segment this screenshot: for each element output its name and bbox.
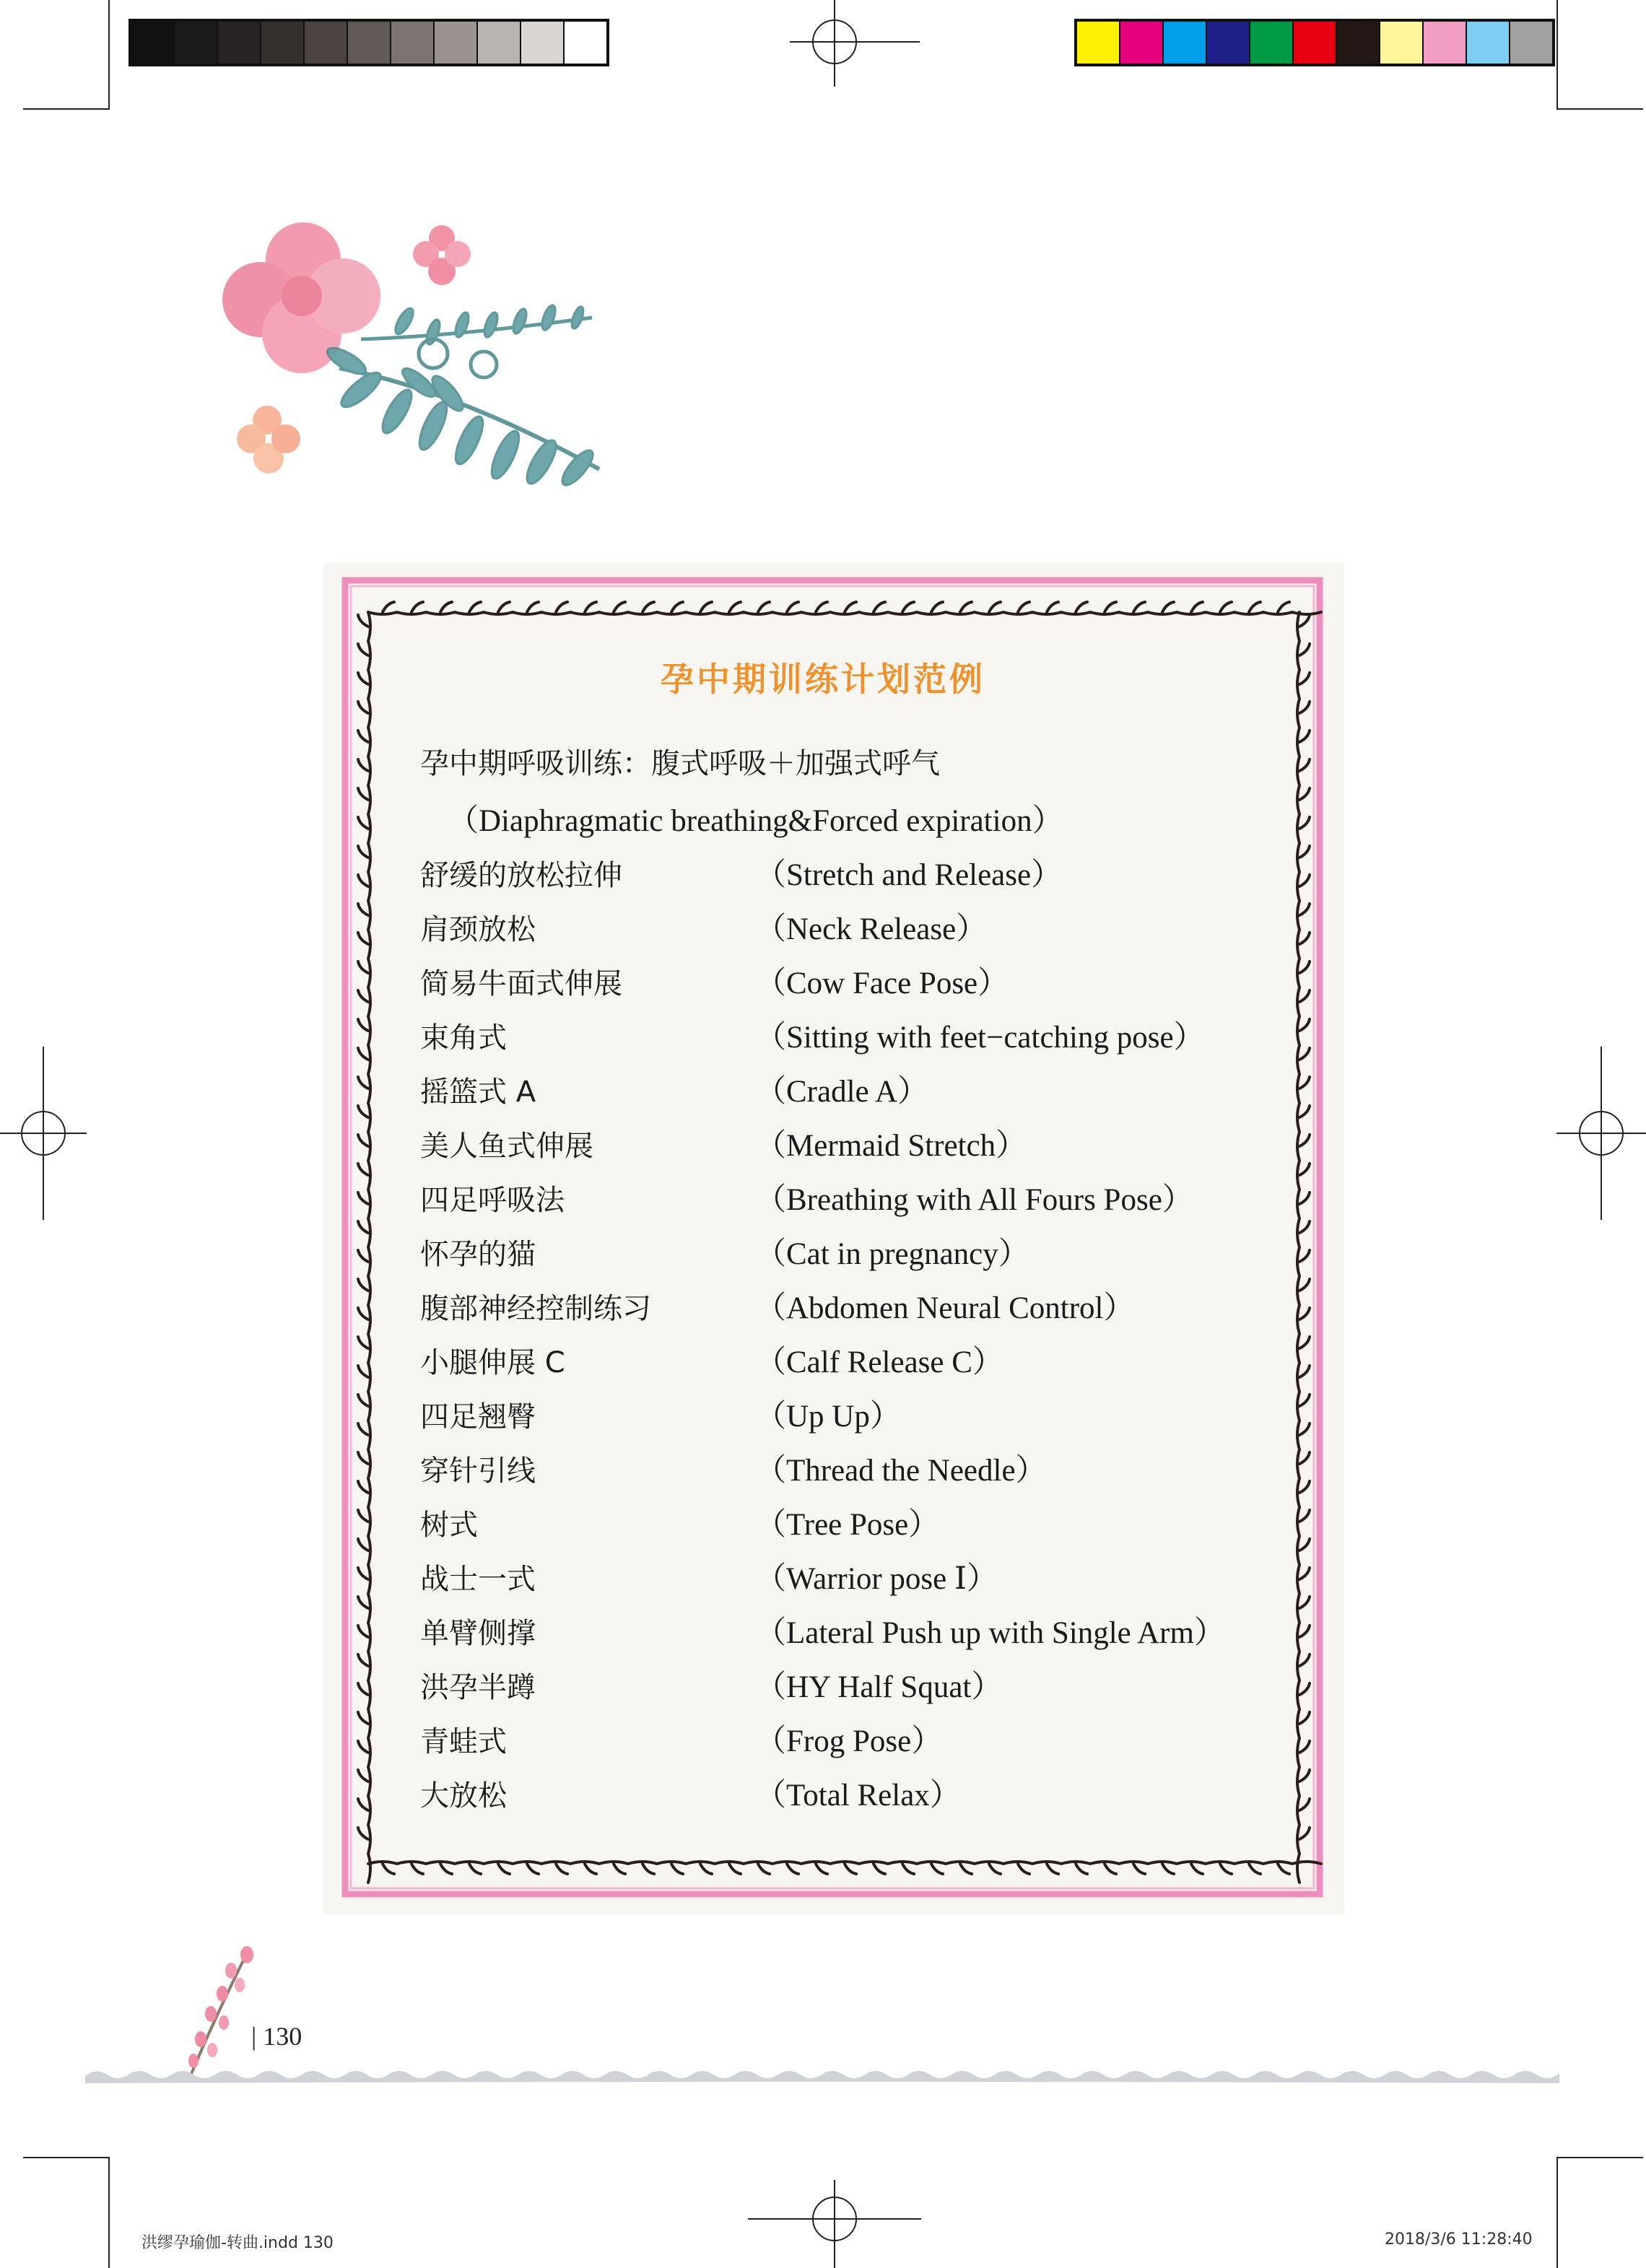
color-swatch: [1337, 22, 1380, 64]
exercise-name-cn: 洪孕半蹲: [420, 1671, 536, 1704]
exercise-name-cn: 摇篮式 A: [420, 1076, 536, 1109]
exercise-name-cn: 舒缓的放松拉伸: [420, 859, 622, 892]
exercise-name-en: （Frog Pose）: [755, 1724, 943, 1758]
exercise-name-cn: 怀孕的猫: [420, 1238, 536, 1271]
exercise-name-en: （Abdomen Neural Control）: [755, 1291, 1135, 1325]
small-pink-flower: [413, 225, 471, 285]
gray-swatch: [478, 22, 521, 64]
gray-swatch: [131, 22, 175, 64]
exercise-name-en: （Tree Pose）: [755, 1508, 940, 1542]
exercise-name-en: （Neck Release）: [755, 912, 988, 946]
page-number: | 130: [251, 2022, 302, 2051]
exercise-name-cn: 四足呼吸法: [420, 1184, 565, 1217]
exercise-name-cn: 单臂侧撑: [420, 1617, 536, 1650]
exercise-name-en: （Stretch and Release）: [755, 858, 1063, 892]
exercise-name-cn: 树式: [420, 1509, 478, 1542]
color-swatch: [1294, 22, 1337, 64]
exercise-name-cn: 美人鱼式伸展: [420, 1130, 593, 1163]
exercise-name-en: （Thread the Needle）: [755, 1454, 1047, 1488]
exercise-name-cn: 束角式: [420, 1021, 507, 1055]
exercise-name-cn: 小腿伸展 C: [420, 1346, 565, 1379]
gray-swatch: [348, 22, 391, 64]
exercise-name-en: （Lateral Push up with Single Arm）: [755, 1616, 1225, 1650]
exercise-name-cn: 肩颈放松: [420, 913, 536, 946]
gray-swatch-strip: [129, 19, 609, 66]
watercolor-flowers-illustration: [217, 209, 707, 513]
exercise-name-cn: 腹部神经控制练习: [420, 1292, 651, 1325]
gray-swatch: [175, 22, 218, 64]
exercise-name-cn: 四足翘臀: [420, 1400, 536, 1434]
exercise-name-en: （Mermaid Stretch）: [755, 1129, 1027, 1163]
gray-swatch: [521, 22, 565, 64]
color-swatch: [1467, 22, 1510, 64]
exercise-name-en: （Total Relax）: [755, 1779, 961, 1813]
color-swatch: [1250, 22, 1294, 64]
color-swatch: [1380, 22, 1424, 64]
exercise-name-en: （Warrior pose Ⅰ）: [755, 1562, 998, 1596]
registration-mark-right: [1556, 1047, 1646, 1220]
big-pink-flower: [222, 222, 380, 373]
registration-mark-top: [790, 0, 920, 87]
color-swatch-strip: [1074, 19, 1555, 66]
gray-swatch: [565, 22, 606, 64]
gray-swatch: [305, 22, 348, 64]
timestamp-footer: 2018/3/6 11:28:40: [1385, 2230, 1533, 2249]
page-title: 孕中期训练计划范例: [661, 660, 985, 699]
color-swatch: [1077, 22, 1120, 64]
exercise-name-en: （Cow Face Pose）: [755, 967, 1009, 1000]
small-orange-flower: [237, 406, 300, 474]
file-name-footer: 洪缪孕瑜伽-转曲.indd 130: [141, 2234, 334, 2252]
breathing-subtitle: （Diaphragmatic breathing&Forced expiration）: [448, 804, 1063, 838]
color-swatch: [1207, 22, 1250, 64]
exercise-name-en: （Breathing with All Fours Pose）: [755, 1183, 1193, 1217]
exercise-name-en: （Cradle A）: [755, 1075, 929, 1109]
gray-swatch: [391, 22, 435, 64]
color-swatch: [1120, 22, 1164, 64]
registration-mark-left: [0, 1047, 87, 1220]
exercise-name-en: （Calf Release C）: [755, 1345, 1003, 1379]
exercise-name-en: （HY Half Squat）: [755, 1670, 1003, 1704]
exercise-name-cn: 战士一式: [420, 1563, 536, 1596]
exercise-name-en: （Sitting with feet−catching pose）: [755, 1021, 1205, 1055]
teal-leaves: [324, 304, 599, 489]
exercise-name-en: （Up Up）: [755, 1400, 901, 1434]
exercise-name-cn: 穿针引线: [420, 1454, 536, 1488]
gray-swatch: [435, 22, 478, 64]
breathing-line: 孕中期呼吸训练：腹式呼吸＋加强式呼气: [420, 747, 940, 780]
wavy-footer-band: [85, 2062, 1559, 2090]
exercise-name-cn: 青蛙式: [420, 1725, 507, 1758]
exercise-name-cn: 简易牛面式伸展: [420, 967, 622, 1000]
gray-swatch: [261, 22, 305, 64]
exercise-name-cn: 大放松: [420, 1779, 507, 1813]
color-swatch: [1164, 22, 1207, 64]
gray-swatch: [218, 22, 261, 64]
color-swatch: [1424, 22, 1467, 64]
registration-mark-bottom: [748, 2180, 921, 2268]
color-swatch: [1510, 22, 1552, 64]
exercise-name-en: （Cat in pregnancy）: [755, 1237, 1029, 1271]
